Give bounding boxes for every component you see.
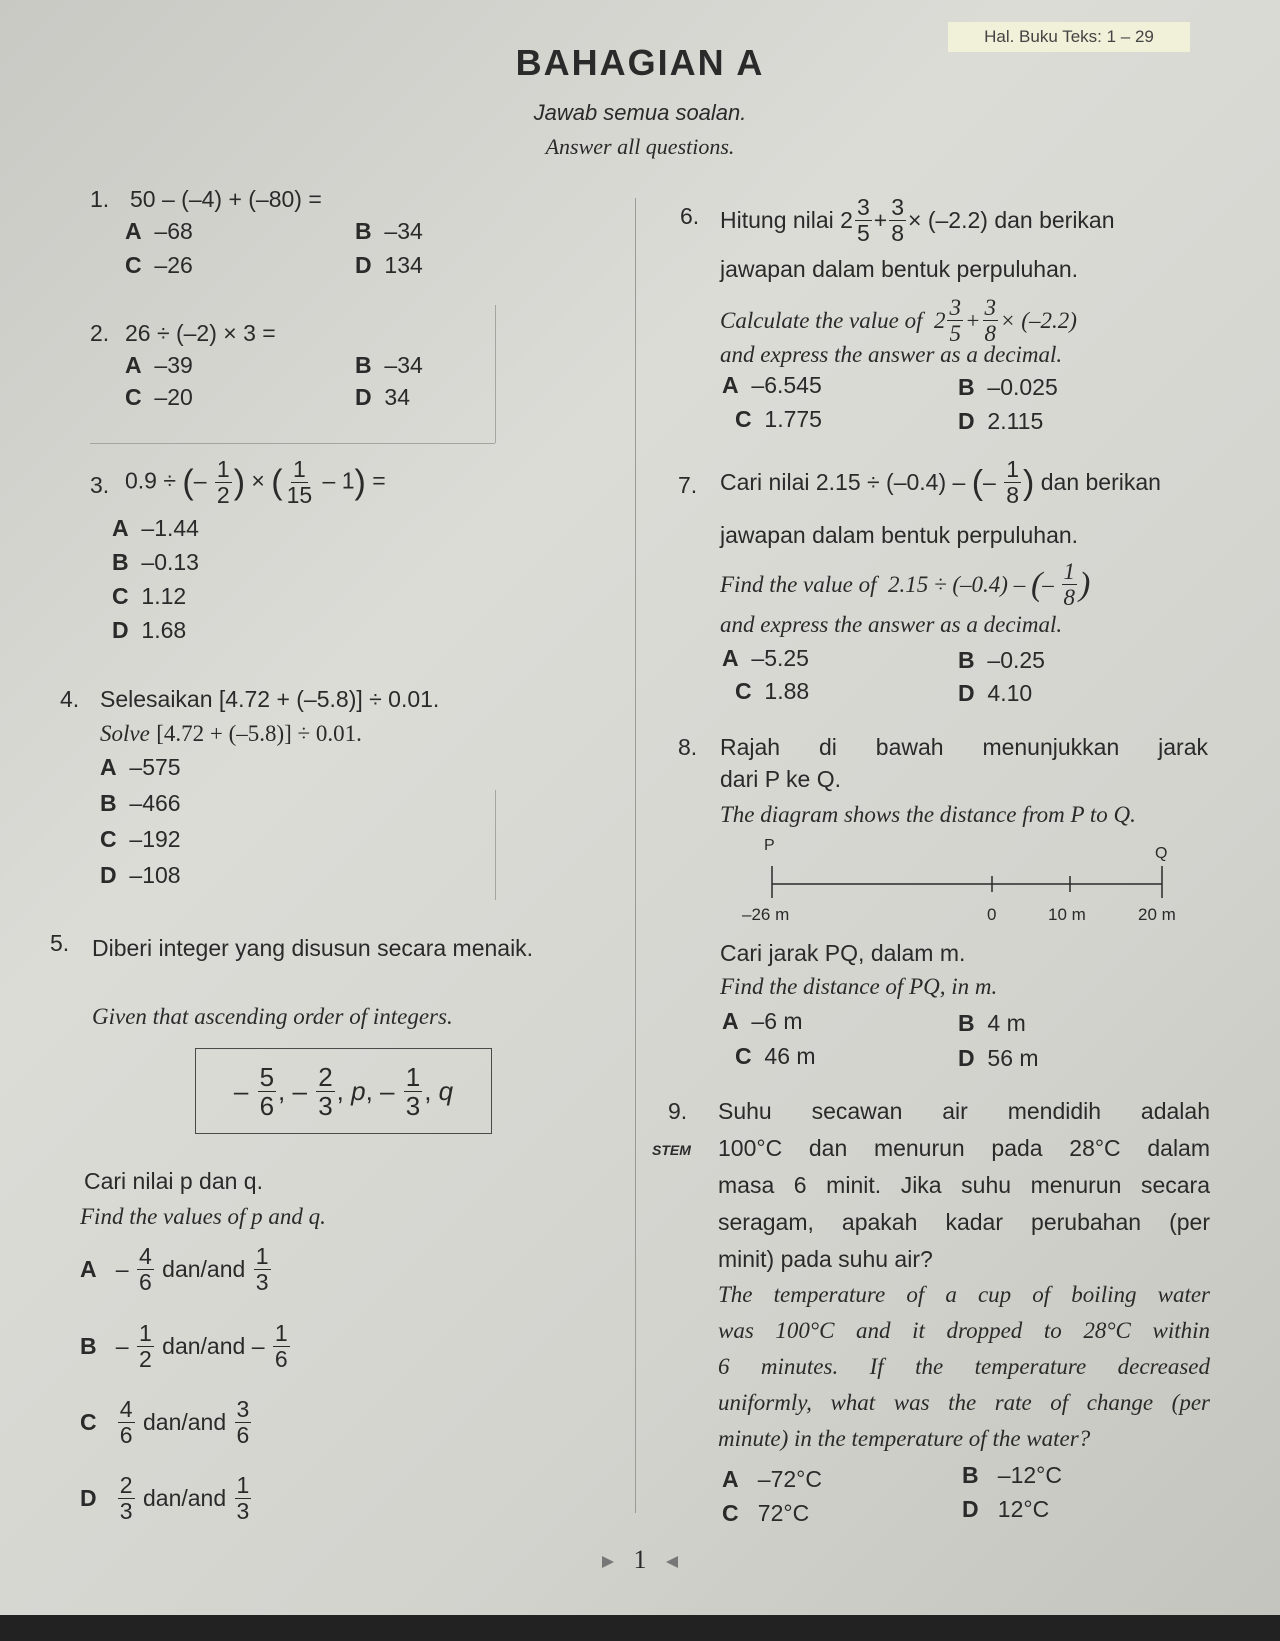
option-a-value: –6 m <box>751 1008 803 1034</box>
option-a-value: –39 <box>154 352 193 378</box>
fraction: $\frac{1}{8}$ <box>1063 559 1076 610</box>
instruction-ms: Jawab semua soalan. <box>533 100 747 125</box>
fraction: $\frac{2}{3}$ <box>318 1061 333 1121</box>
option-a[interactable]: A –68 <box>125 218 193 244</box>
question-expression: 0.9 ÷ (– $\frac{1}{2}$ ) × ( $\frac{1}{15}$ – 1) = <box>125 456 386 508</box>
option-d[interactable]: D 134 <box>355 252 423 278</box>
option-a-value: –68 <box>154 218 193 244</box>
option-b[interactable]: B –466 <box>100 790 181 816</box>
question-number: 6. <box>680 203 700 229</box>
fraction: $\frac{1}{3}$ <box>405 1061 421 1121</box>
fraction: $\frac{3}{5}$ <box>856 194 870 246</box>
option-b-value: –34 <box>384 352 423 378</box>
option-c[interactable]: C 1.775 <box>735 406 822 432</box>
option-c-value: 72°C <box>757 1500 810 1526</box>
ms-lead: Hitung nilai <box>720 207 834 233</box>
option-d[interactable]: D –108 <box>100 862 181 888</box>
question-text-en: Given that ascending order of integers. <box>92 1004 453 1029</box>
fraction: $\frac{5}{6}$ <box>259 1061 275 1121</box>
question-text-ms: Cari nilai 2.15 ÷ (–0.4) – ( – $\frac{1}{8}$ ) dan berikan <box>720 456 1161 508</box>
question-number: 4. <box>60 686 80 712</box>
option-b[interactable]: B –0.025 <box>958 374 1058 400</box>
fraction: $\frac{1}{3}$ <box>255 1243 269 1295</box>
option-c-value: –192 <box>129 826 181 852</box>
fraction: $\frac{4}{6}$ <box>119 1396 133 1448</box>
en-lead: Find the value of <box>720 571 877 597</box>
option-a-value: –575 <box>129 754 181 780</box>
question-text-ms-2: jawapan dalam bentuk perpuluhan. <box>720 256 1079 282</box>
ask-ms: Cari jarak PQ, dalam m. <box>720 940 966 966</box>
option-b[interactable]: B –0.25 <box>958 647 1045 673</box>
question-text-ms-4: seragam, apakah kadar perubahan (per <box>718 1209 1210 1235</box>
page-number-value: 1 <box>633 1545 647 1574</box>
ms-tail: dan berikan <box>1040 469 1161 495</box>
question-text-ms: Diberi integer yang disusun secara menaik. <box>92 935 534 961</box>
tick-label: –26 m <box>742 905 790 924</box>
question-text-ms-3: masa 6 minit. Jika suhu menurun secara <box>718 1172 1210 1198</box>
option-d-value: 34 <box>384 384 410 410</box>
question-text-en: The diagram shows the distance from P to Q. <box>720 802 1136 827</box>
fraction: $\frac{1}{6}$ <box>274 1320 288 1372</box>
option-b[interactable]: B –34 <box>355 352 423 378</box>
option-a[interactable]: A –6.545 <box>722 372 822 398</box>
option-d-value: 1.68 <box>141 617 187 643</box>
ask-en: Find the values of p and q. <box>80 1204 326 1229</box>
instruction-en: Answer all questions. <box>545 134 735 159</box>
option-d[interactable]: D $\frac{2}{3}$ dan/and $\frac{1}{3}$ <box>80 1472 250 1524</box>
stem-badge: STEM <box>652 1142 691 1158</box>
option-b-value: –466 <box>129 790 181 816</box>
triangle-right-icon <box>602 1556 614 1568</box>
option-c[interactable]: C 1.12 <box>112 583 187 609</box>
tick-label: 20 m <box>1138 905 1176 924</box>
page-number <box>0 1545 1280 1575</box>
option-c-value: –20 <box>154 384 193 410</box>
option-b-value: –0.25 <box>987 647 1045 673</box>
option-c-value: 46 m <box>764 1043 816 1069</box>
fraction: $\frac{1}{8}$ <box>1006 456 1020 508</box>
tick-label: 0 <box>987 905 997 924</box>
question-text-en-2: and express the answer as a decimal. <box>720 612 1063 637</box>
option-b-value: 4 m <box>987 1010 1026 1036</box>
question-text-en: Find the value of 2.15 ÷ (–0.4) – ( – $\frac{1}{8}$ ) <box>720 559 1091 610</box>
question-text-en-2: was 100°C and it dropped to 28°C within <box>718 1318 1210 1343</box>
option-a-value: –5.25 <box>751 645 809 671</box>
option-b[interactable]: B – $\frac{1}{2}$ dan/and – $\frac{1}{6}$ <box>80 1320 288 1372</box>
option-d-value: –108 <box>129 862 181 888</box>
ms-lead: Cari nilai <box>720 469 810 495</box>
question-number: 8. <box>678 734 698 760</box>
option-c[interactable]: C 46 m <box>735 1043 816 1069</box>
faint-box-line <box>495 790 496 900</box>
question-text-ms-2: 100°C dan menurun pada 28°C dalam <box>718 1135 1210 1161</box>
fraction: $\frac{1}{2}$ <box>216 456 230 508</box>
option-a[interactable]: A –72°C <box>722 1466 822 1492</box>
option-b-value: –0.13 <box>141 549 199 575</box>
fraction: $\frac{1}{3}$ <box>236 1472 250 1524</box>
ask-en: Find the distance of PQ, in m. <box>720 974 998 999</box>
fraction: $\frac{3}{5}$ <box>949 295 961 346</box>
option-d-value: 56 m <box>987 1045 1039 1071</box>
question-number: 3. <box>90 472 110 498</box>
section-title: BAHAGIAN A <box>515 42 765 83</box>
question-number: 2. <box>90 320 110 346</box>
fraction: $\frac{2}{3}$ <box>119 1472 133 1524</box>
fraction: $\frac{1}{15}$ <box>286 456 313 508</box>
number-line-diagram <box>730 832 1180 927</box>
question-text-ms: Hitung nilai 2 $\frac{3}{5}$ + $\frac{3}{8}$ × (–2.2) dan berikan <box>720 194 1115 246</box>
faint-box-line <box>90 443 495 444</box>
question-text-ms-1: Suhu secawan air mendidih adalah <box>718 1098 1210 1124</box>
dan-and: dan/and <box>162 1333 246 1359</box>
question-text-ms: Selesaikan [4.72 + (–5.8)] ÷ 0.01. <box>100 686 440 712</box>
fraction: $\frac{3}{8}$ <box>984 295 997 346</box>
column-divider <box>635 198 636 1513</box>
option-d[interactable]: D 4.10 <box>958 680 1033 706</box>
option-b-value: –0.025 <box>987 374 1058 400</box>
question-number: 5. <box>50 930 70 956</box>
ms-tail: dan berikan <box>994 207 1115 233</box>
question-text-en-5: minute) in the temperature of the water? <box>718 1426 1091 1451</box>
option-a[interactable]: A –39 <box>125 352 193 378</box>
option-d[interactable]: D 2.115 <box>958 408 1044 434</box>
option-c-value: 1.12 <box>141 583 187 609</box>
question-number: 1. <box>90 186 110 212</box>
question-text-en-3: 6 minutes. If the temperature decreased <box>718 1354 1210 1379</box>
option-c-value: 1.88 <box>764 678 810 704</box>
option-d-value: 134 <box>384 252 423 278</box>
option-c[interactable]: C $\frac{4}{6}$ dan/and $\frac{3}{6}$ <box>80 1396 250 1448</box>
fraction: $\frac{3}{6}$ <box>236 1396 250 1448</box>
question-text-en <box>100 720 362 747</box>
option-c[interactable]: C –192 <box>100 826 181 852</box>
faint-box-line <box>495 305 496 443</box>
option-c-value: –26 <box>154 252 193 278</box>
fraction: $\frac{4}{6}$ <box>138 1243 152 1295</box>
option-c[interactable]: C 72°C <box>722 1500 810 1526</box>
dan-and: dan/and <box>142 1409 227 1435</box>
option-b[interactable]: B –12°C <box>962 1462 1062 1488</box>
question-text-en-2: and express the answer as a decimal. <box>720 342 1063 367</box>
option-b[interactable]: B 4 m <box>958 1010 1026 1036</box>
option-a-value: –1.44 <box>141 515 199 541</box>
option-c-value: 1.775 <box>764 406 822 432</box>
option-c[interactable]: C –26 <box>125 252 193 278</box>
option-b-value: –34 <box>384 218 423 244</box>
option-d[interactable]: D 12°C <box>962 1496 1050 1522</box>
option-a[interactable]: A –1.44 <box>112 515 199 541</box>
question-number: 7. <box>678 472 698 498</box>
en-lead: Calculate the value of <box>720 307 923 333</box>
option-a[interactable]: A –6 m <box>722 1008 803 1034</box>
page-edge-shadow <box>0 1615 1280 1641</box>
question-text-ms-2: dari P ke Q. <box>720 766 842 792</box>
option-a[interactable]: A – $\frac{4}{6}$ dan/and $\frac{1}{3}$ <box>80 1243 269 1295</box>
option-d[interactable]: D 1.68 <box>112 617 187 643</box>
triangle-left-icon <box>666 1556 678 1568</box>
option-c[interactable]: C 1.88 <box>735 678 810 704</box>
option-a[interactable]: A –5.25 <box>722 645 809 671</box>
solve-label: Solve <box>100 721 150 746</box>
question-text-ms-2: jawapan dalam bentuk perpuluhan. <box>720 522 1079 548</box>
question-text-en: Calculate the value of 2 $\frac{3}{5}$ + $\frac{3}{8}$ × (–2.2) <box>720 295 1077 346</box>
fraction: $\frac{1}{2}$ <box>138 1320 152 1372</box>
integer-sequence-box: – $\frac{5}{6}$ , – $\frac{2}{3}$ , p , – $\frac{1}{3}$ , q <box>195 1048 492 1134</box>
option-d-value: 2.115 <box>987 408 1044 434</box>
option-a[interactable]: A –575 <box>100 754 181 780</box>
question-text-en-4: uniformly, what was the rate of change (per <box>718 1390 1210 1415</box>
option-d-value: 4.10 <box>987 680 1033 706</box>
question-expression: 26 ÷ (–2) × 3 = <box>125 320 276 346</box>
option-b[interactable]: B –0.13 <box>112 549 199 575</box>
label-q: Q <box>1155 845 1168 862</box>
option-b-value: –12°C <box>997 1462 1062 1488</box>
label-p: P <box>764 837 775 854</box>
textbook-page-tag: Hal. Buku Teks: 1 – 29 <box>948 22 1190 52</box>
dan-and: dan/and <box>142 1485 227 1511</box>
option-c[interactable]: C –20 <box>125 384 193 410</box>
option-a-value: –72°C <box>757 1466 822 1492</box>
solve-expression: [4.72 + (–5.8)] ÷ 0.01. <box>156 721 362 746</box>
option-d[interactable]: D 56 m <box>958 1045 1039 1071</box>
ask-ms: Cari nilai p dan q. <box>84 1168 263 1194</box>
option-d[interactable]: D 34 <box>355 384 410 410</box>
question-text-ms-5: minit) pada suhu air? <box>718 1246 933 1272</box>
option-a-value: –6.545 <box>751 372 822 398</box>
option-d-value: 12°C <box>997 1496 1050 1522</box>
question-number: 9. <box>668 1098 688 1124</box>
question-expression: 50 – (–4) + (–80) = <box>130 186 322 212</box>
dan-and: dan/and <box>162 1256 246 1282</box>
tick-label: 10 m <box>1048 905 1086 924</box>
question-text-ms: Rajah di bawah menunjukkan jarak <box>720 734 1208 760</box>
question-text-en-1: The temperature of a cup of boiling water <box>718 1282 1210 1307</box>
fraction: $\frac{3}{8}$ <box>891 194 905 246</box>
option-b[interactable]: B –34 <box>355 218 423 244</box>
